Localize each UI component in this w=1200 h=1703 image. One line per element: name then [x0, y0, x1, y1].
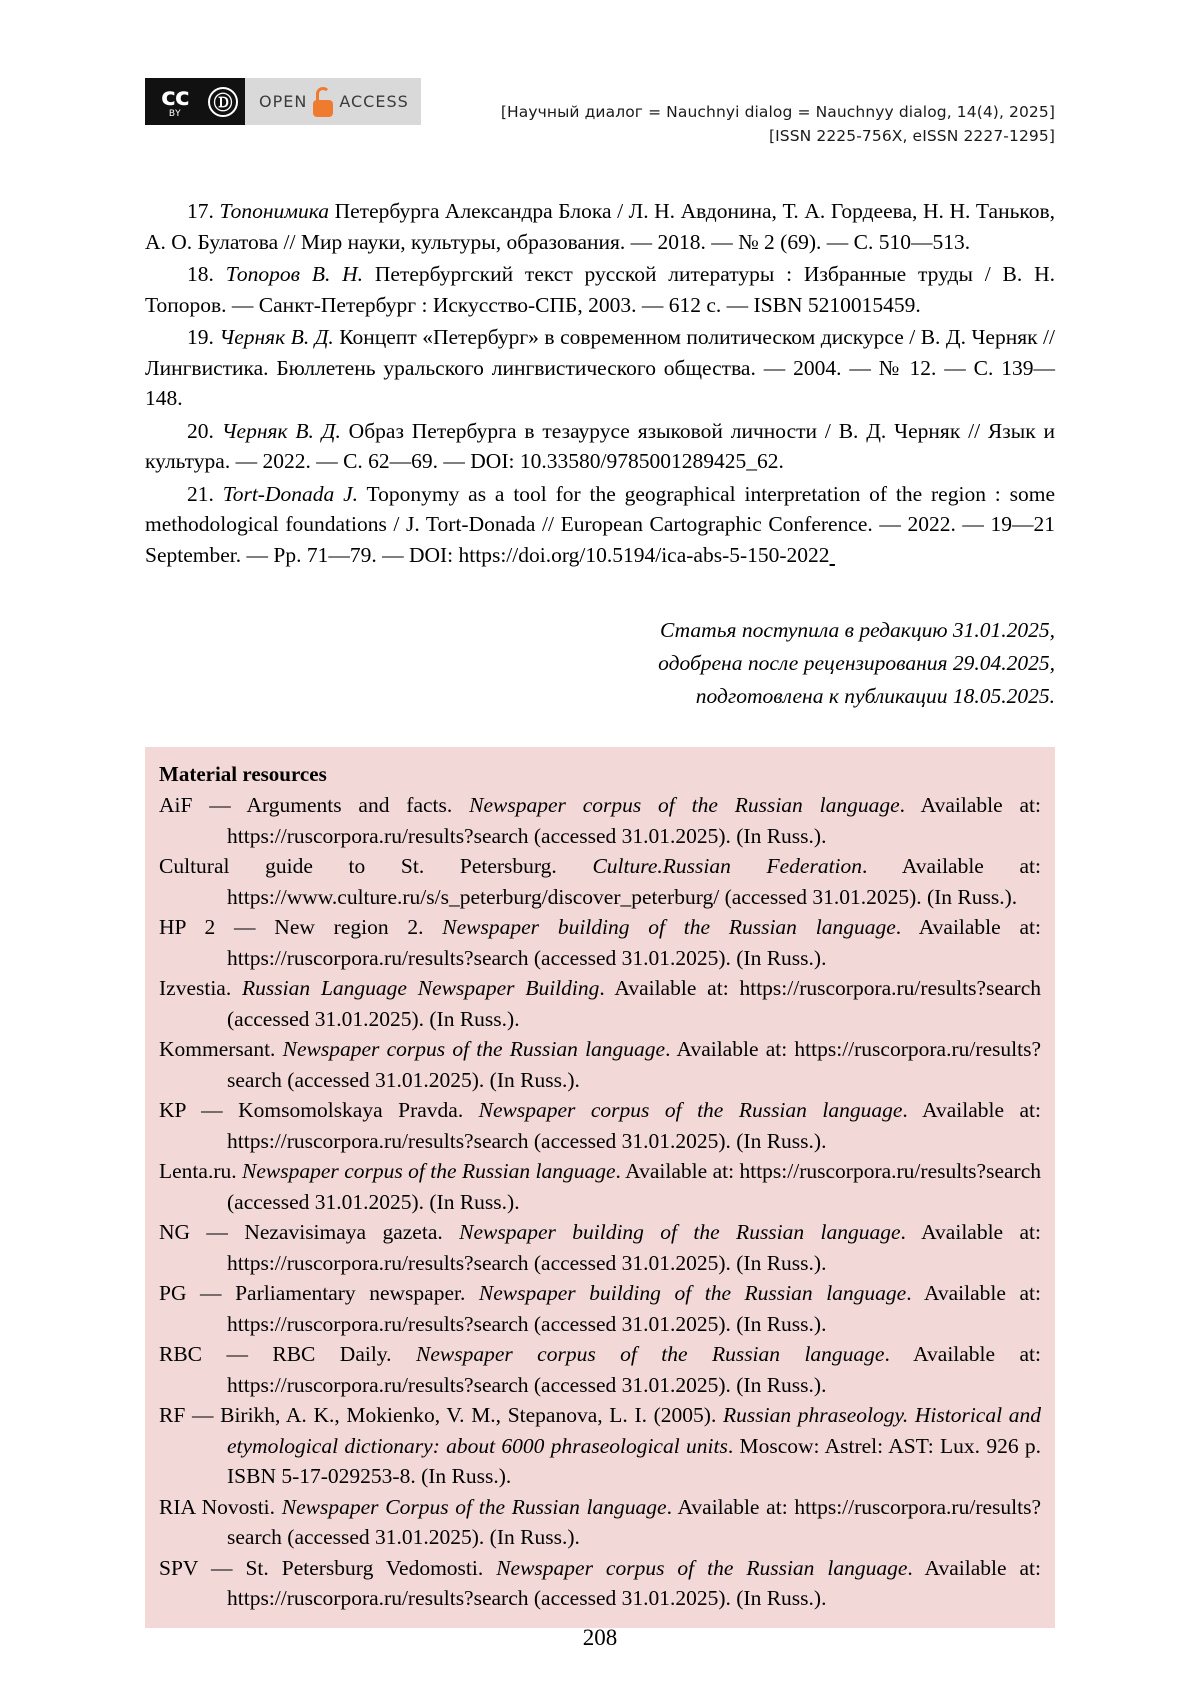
date-received: Статья поступила в редакцию 31.01.2025, — [659, 618, 1055, 642]
date-approved: одобрена после рецензирования 29.04.2025, — [658, 651, 1055, 675]
mat-rbc: RBC — RBC Daily. Newspaper corpus of the Russian language. Available at: https://ruscorpora.ru/results?search (accessed 31.01.2025). (In Russ.). — [159, 1342, 1041, 1397]
mat-lenta: Lenta.ru. Newspaper corpus of the Russian language. Available at: https://ruscorpora.ru/results?search (accessed 31.01.2025). (In Russ.). — [159, 1159, 1041, 1214]
date-published: подготовлена к публикации 18.05.2025. — [695, 684, 1055, 708]
ref-18: 18. Топоров В. Н. Петербургский текст русской литературы : Избранные труды / В. Н. Топоров. — Санкт-Петербург : Искусство-СПБ, 2003. — 612 с. — ISBN 5210015459. — [145, 262, 1055, 317]
creative-commons-by-icon — [145, 78, 245, 125]
page-number: 208 — [582, 1625, 618, 1650]
open-access-label-left: OPEN — [259, 92, 308, 111]
ref-20: 20. Черняк В. Д. Образ Петербурга в тезаурусе языковой личности / В. Д. Черняк // Язык и культура. — 2022. — С. 62—69. — DOI: 10.33580/9785001289425_62. — [145, 418, 1055, 473]
cc-by-label: BY — [168, 109, 182, 119]
mat-izvestia: Izvestia. Russian Language Newspaper Building. Available at: https://ruscorpora.ru/results?search (accessed 31.01.2025). (In Russ.). — [159, 976, 1041, 1031]
attribution-person-icon: Ⓓ — [203, 80, 243, 123]
cc-logo-icon — [147, 80, 203, 123]
material-resources-section — [145, 747, 1055, 1628]
mat-cultural-guide: Cultural guide to St. Petersburg. Culture.Russian Federation. Available at: https://www.culture.ru/s/s_peterburg/discover_peterburg/ (accessed 31.01.2025). (In Russ.). — [159, 854, 1041, 909]
journal-issn-line: [ISSN 2225-756X, eISSN 2227-1295] — [768, 127, 1055, 145]
journal-identification — [501, 78, 1055, 148]
cc-label: cc — [161, 82, 189, 111]
page-header — [0, 0, 1200, 148]
ref-17: 17. Топонимика Петербурга Александра Блока / Л. Н. Авдонина, Т. А. Гордеева, Н. Н. Таньков, А. О. Булатова // Мир науки, культуры, образования. — 2018. — № 2 (69). — С. 510—513. — [145, 199, 1056, 254]
mat-pg: PG — Parliamentary newspaper. Newspaper building of the Russian language. Available at: https://ruscorpora.ru/results?search (accessed 31.01.2025). (In Russ.). — [159, 1281, 1041, 1336]
open-access-badge — [245, 78, 421, 125]
article-dates — [145, 614, 1055, 713]
material-resources-title: Material resources — [159, 762, 327, 786]
license-badges — [145, 78, 421, 125]
mat-kp: KP — Komsomolskaya Pravda. Newspaper corpus of the Russian language. Available at: https://ruscorpora.ru/results?search (accessed 31.01.2025). (In Russ.). — [159, 1098, 1042, 1153]
reference-list — [145, 196, 1055, 570]
material-resources-list — [159, 790, 1041, 1614]
mat-kommersant: Kommersant. Newspaper corpus of the Russian language. Available at: https://ruscorpora.ru/results?search (accessed 31.01.2025). (In Russ.). — [159, 1037, 1042, 1092]
mat-aif: AiF — Arguments and facts. Newspaper corpus of the Russian language. Available at: https://ruscorpora.ru/results?search (accessed 31.01.2025). (In Russ.). — [159, 793, 1041, 848]
journal-title-line: [Научный диалог = Nauchnyi dialog = Nauchnyy dialog, 14(4), 2025] — [500, 103, 1055, 121]
mat-ria: RIA Novosti. Newspaper Corpus of the Russian language. Available at: https://ruscorpora.ru/results?search (accessed 31.01.2025). (In Russ.). — [159, 1494, 1041, 1549]
mat-rf: RF — Birikh, A. K., Mokienko, V. M., Stepanova, L. I. (2005). Russian phraseology. Historical and etymological dictionary: about 6000 phraseological units. Moscow: Astrel: AST: Lux. 926 p. ISBN 5-17-029253-8. (In Russ.). — [159, 1403, 1041, 1488]
open-access-label-right: ACCESS — [339, 92, 409, 111]
mat-hp2: HP 2 — New region 2. Newspaper building of the Russian language. Available at: https://ruscorpora.ru/results?search (accessed 31.01.2025). (In Russ.). — [159, 915, 1041, 970]
mat-ng: NG — Nezavisimaya gazeta. Newspaper building of the Russian language. Available at: https://ruscorpora.ru/results?search (accessed 31.01.2025). (In Russ.). — [159, 1220, 1041, 1275]
mat-spv: SPV — St. Petersburg Vedomosti. Newspaper corpus of the Russian language. Available at: https://ruscorpora.ru/results?search (accessed 31.01.2025). (In Russ.). — [159, 1555, 1041, 1610]
ref-21: 21. Tort-Donada J. Toponymy as a tool for the geographical interpretation of the region : some methodological foundations / J. Tort-Donada // European Cartographic Conference. — 2022. — 19—21 September. — Pp. 71—79. — DOI: https://doi.org/10.5194/ica-abs-5-150-2022 — [145, 481, 1055, 567]
ref-19: 19. Черняк В. Д. Концепт «Петербург» в современном политическом дискурсе / В. Д. Черняк // Лингвистика. Бюллетень уральского лингвистического общества. — 2004. — № 12. — С. 139—148. — [145, 325, 1055, 410]
open-padlock-icon — [313, 87, 333, 117]
